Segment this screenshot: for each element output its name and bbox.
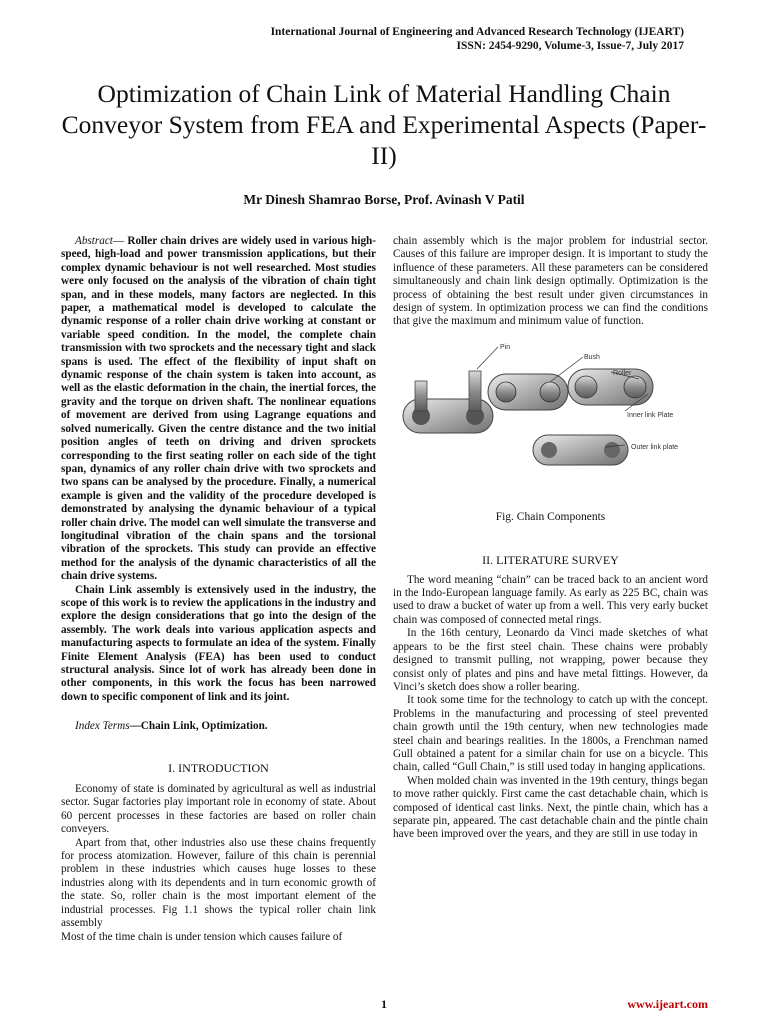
index-terms (61, 720, 376, 733)
abstract-text: Roller chain drives are widely used in various high-speed, high-load and power transmission applications, but their complex dynamic behaviour is not well researched. Most studies were only focused on the analysis of the vibration of chain tight span, and in these models, many factors are neglected. In this paper, a mathematical model is developed to calculate the dynamic response of a roller chain drive working at constant or variable speed condition. In the model, the complete chain transmission with two sprockets and the necessary tight and slack spans is used. The effect of the flexibility of input shaft on dynamic response of the chain system is taken into account, as well as the elastic deformation in the chain, the inertial forces, the gravity and the torque on driven shaft. The nonlinear equations of movement are derived from using Lagrange equations and solved numerically. Given the centre distance and the two initial position angles of teeth on driving and driven sprockets corresponding to the first seating roller on each side of the tight span, dynamics of any roller chain drive with two sprockets and two spans can be analysed by the procedure. Finally, a numerical example is given and the validity of the procedure developed is demonstrated by analysing the dynamic behaviour of a typical roller chain drive. The model can well simulate the transverse and longitudinal vibration of the chain spans and the torsional vibration of the sprockets. This study can provide an effective method for the analysis of the dynamic characteristics of all the chain drive systems. (61, 235, 377, 583)
chain-components-image (393, 339, 708, 489)
right-column (393, 235, 708, 842)
literature-paragraph-2: In the 16th century, Leonardo da Vinci made sketches of what appears to be the first steel chain. These chains were probably designed to transmit pulling, not wrapping, power because they consist only of plates and pins and have metal fittings. However, da Vinci’s sketch does show a roller bearing. (393, 627, 708, 693)
introduction-heading: I. INTRODUCTION (168, 760, 269, 775)
figure-caption: Fig. Chain Components (495, 510, 606, 523)
paper-title: Optimization of Chain Link of Material Handling Chain Conveyor System from FEA and Experimental Aspects (Paper-II) (61, 79, 707, 170)
intro-continuation: chain assembly which is the major problem for industrial sector. Causes of this failure are improper design. It is important to study the influence of these parameters. All these parameters can be considered simultaneously and chain link design optimally. Optimization is the process of obtaining the best result under given circumstances in design of system. In optimization process we can find the conditions that give the maximum and minimum value of function. (393, 235, 708, 328)
paper-authors: Mr Dinesh Shamrao Borse, Prof. Avinash V Patil (243, 192, 525, 207)
literature-paragraph-4: When molded chain was invented in the 19th century, things began to move rather quickly. First came the cast detachable chain, which is composed of identical cast links. Next, the pintle chain, which has a separate pin, appeared. The cast detachable chain and the pintle chain have been improved over the years, and they are still in use today in (393, 774, 708, 841)
abstract-label: Abstract (75, 235, 113, 247)
index-terms-text: —Chain Link, Optimization. (129, 720, 268, 733)
intro-paragraph-3: Most of the time chain is under tension which causes failure of (61, 930, 343, 943)
figure-label-pin: Pin (500, 343, 511, 351)
abstract-text-2: Chain Link assembly is extensively used in the industry, the scope of this work is to review the applications in the industry and explore the design considerations that go into the design of the assembly. The work deals into various application aspects and manufacturing aspects to formulate an idea of the system. Finally Finite Element Analysis (FEA) has been used to conduct structural analysis. Since lot of work has already been done in other components, in this work the focus has been narrowed down to specific component of link and its joint. (61, 583, 376, 703)
intro-paragraph-2: Apart from that, other industries also use these chains frequently for process atomization. However, failure of this chain is perennial problem in these industries which causes huge losses to these industries along with its dependents and in turn economic growth of the state. So, roller chain is the most important element of the industrial processes. Fig 1.1 shows the typical roller chain link assembly (61, 836, 376, 930)
literature-heading: II. LITERATURE SURVEY (482, 553, 619, 568)
abstract-dash: — (112, 235, 128, 247)
literature-paragraph-3: It took some time for the technology to catch up with the concept. Problems in the manufacturing and processing of steel prevented chain growth until the 19th century, when new technologies made steel chain and bearings realities. In the 1800s, a Frenchman named Gull obtained a patent for a similar chain for use on a bicycle. This chain, called “Gull Chain,” is still used today in hanging applications. (393, 694, 708, 774)
figure-label-outer-link-plate: Outer link plate (631, 443, 679, 451)
chain-components-figure (393, 339, 708, 489)
index-terms-label: Index Terms (75, 720, 130, 733)
left-column (61, 235, 376, 944)
abstract (61, 235, 376, 584)
journal-name: International Journal of Engineering and Advanced Research Technology (IJEART) (270, 26, 684, 38)
journal-website-link[interactable]: www.ijeart.com (627, 997, 708, 1011)
journal-issn: ISSN: 2454-9290, Volume-3, Issue-7, July 2017 (456, 40, 684, 52)
figure-label-inner-link-plate: Inner link Plate (627, 411, 674, 419)
page-number: 1 (381, 997, 387, 1011)
figure-label-bush: Bush (584, 353, 600, 361)
literature-paragraph-1: The word meaning “chain” can be traced back to an ancient word in the Indo-European language family. As early as 225 BC, chain was used to draw a bucket of water up from a well. This very early bucket chain was composed of connected metal rings. (393, 573, 708, 626)
intro-paragraph-1: Economy of state is dominated by agricultural as well as industrial sector. Sugar factories play important role in economy of state. About 60 percent processes in these factories are based on roller chain conveyers. (61, 783, 376, 836)
figure-label-roller: Roller (613, 369, 632, 377)
